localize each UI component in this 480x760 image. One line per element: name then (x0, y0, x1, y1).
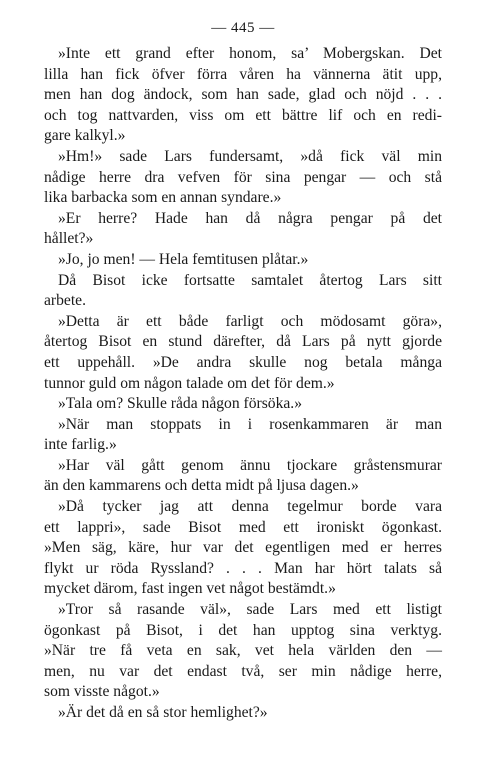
text-line: och tog nattvarden, viss om ett bättre lif och en redi- (44, 106, 442, 124)
text-line: ett uppehåll. »De andra skulle nog betala många (44, 353, 442, 371)
text-line: återtog Bisot en stund därefter, då Lars på nytt gjorde (44, 333, 442, 351)
book-page (44, 18, 442, 724)
text-line: som visste något.» (44, 683, 160, 701)
body-text (44, 44, 442, 724)
text-line: gare kalkyl.» (44, 127, 126, 145)
page-number: — 445 — (211, 20, 275, 36)
text-line: »Detta är ett både farligt och mödosamt göra», (58, 312, 442, 330)
text-line: »Hm!» sade Lars fundersamt, »då fick väl min (58, 147, 442, 165)
text-line: »Jo, jo men! — Hela femtitusen plåtar.» (58, 250, 309, 268)
text-line: arbete. (44, 292, 86, 310)
text-line: »När man stoppats in i rosenkammaren är man (58, 415, 442, 433)
text-line: hållet?» (44, 230, 94, 248)
text-line: »När tre få veta en sak, vet hela världen den — (44, 642, 442, 660)
text-line: nådige herre dra vefven för sina pengar — och stå (44, 168, 442, 186)
text-line: »Har väl gått genom ännu tjockare gråstensmurar (58, 456, 442, 474)
text-line: »Då tycker jag att denna tegelmur borde vara (58, 498, 442, 516)
text-line: flykt ur röda Ryssland? . . . Man har hört talats så (44, 559, 442, 577)
text-line: »Er herre? Hade han då några pengar på det (58, 209, 442, 227)
text-line: tunnor guld om någon talade om det för dem.» (44, 374, 335, 392)
text-line: »Tror så rasande väl», sade Lars med ett listigt (58, 601, 442, 619)
text-line: mycket därom, fast ingen vet något bestämdt.» (44, 580, 336, 598)
text-line: »Men säg, käre, hur var det egentligen med er herres (44, 539, 442, 557)
text-line: »Tala om? Skulle råda någon försöka.» (58, 395, 303, 413)
text-line: lilla han fick öfver förra våren ha vännerna ätit upp, (44, 65, 442, 83)
text-line: ett lappri», sade Bisot med ett ironiskt ögonkast. (44, 518, 442, 536)
text-line: »Är det då en så stor hemlighet?» (58, 704, 268, 721)
text-line: »Inte ett grand efter honom, sa’ Mobergskan. Det (58, 45, 442, 62)
text-line: men, nu var det endast två, ser min nådige herre, (44, 662, 442, 680)
text-line: Då Bisot icke fortsatte samtalet återtog Lars sitt (58, 271, 442, 289)
text-line: ögonkast på Bisot, i det han upptog sina verktyg. (44, 621, 442, 639)
text-line: än den kammarens och detta midt på ljusa dagen.» (44, 477, 359, 495)
text-line: lika barbacka som en annan syndare.» (44, 189, 282, 207)
text-line: men han dog ändock, som han sade, glad och nöjd . . . (44, 86, 442, 104)
text-line: inte farlig.» (44, 436, 117, 454)
